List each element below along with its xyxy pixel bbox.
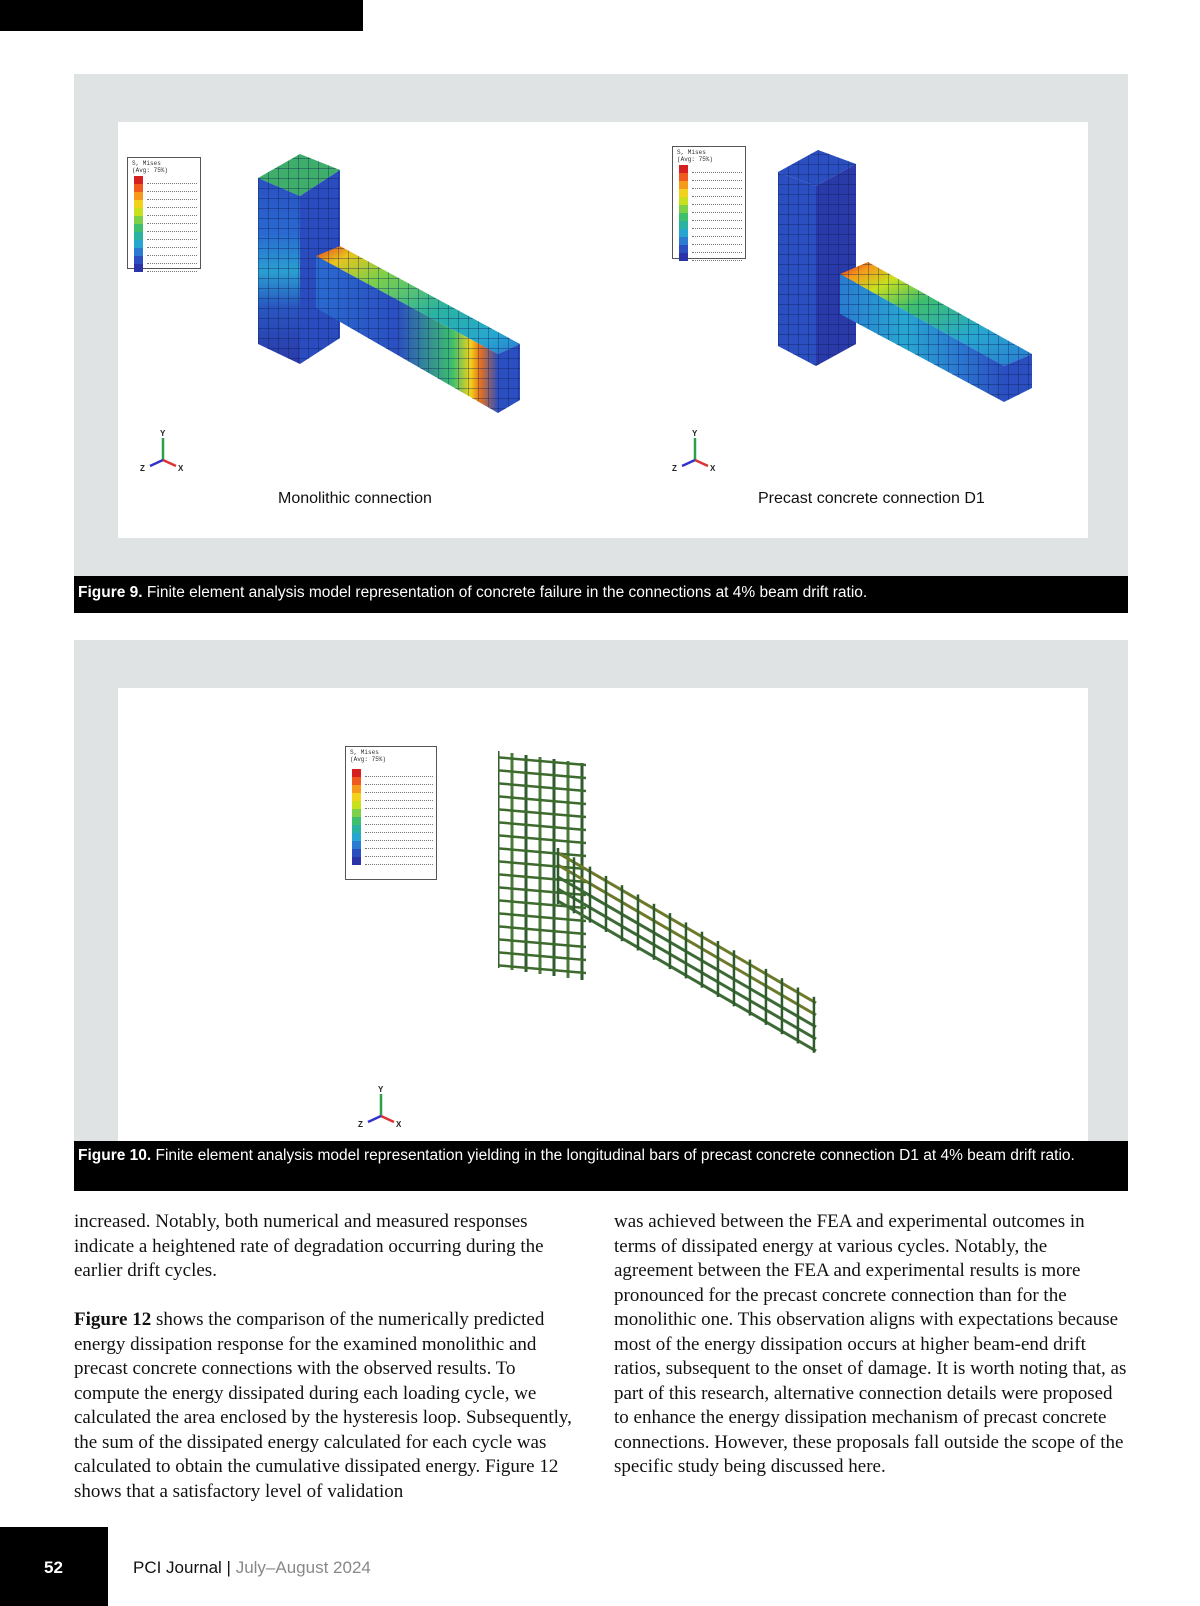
legend-color-swatch (352, 801, 361, 809)
figure-9-caption-text: Finite element analysis model representation of concrete failure in the connections at 4% beam drift ratio. (142, 584, 868, 601)
legend-color-swatch (134, 200, 143, 208)
legend-color-swatch (134, 184, 143, 192)
paragraph: Figure 12 shows the comparison of the numerically predicted energy dissipation response for the examined monolithic and precast concrete connections with the observed results. To compute the energy dissipated during each loading cycle, we calculated the area enclosed by the hysteresis loop. Subsequently, the sum of the dissipated energy calculated for each cycle was calculated to obtain the cumulative dissipated energy. Figure 12 shows that a satisfactory level of validation (74, 1309, 572, 1502)
legend-color-swatch (679, 189, 688, 197)
precast-connection-d1-model (778, 144, 1058, 414)
legend-value-line (692, 229, 742, 237)
legend-value-line (365, 841, 433, 849)
axis-x-label: X (178, 464, 184, 473)
legend-color-swatch (134, 192, 143, 200)
rebar-cage-model (498, 743, 838, 1063)
legend-value-line (147, 264, 197, 272)
legend-value-line (147, 200, 197, 208)
legend-value-line (147, 176, 197, 184)
body-column-right (614, 1210, 1129, 1504)
legend-color-swatch (352, 833, 361, 841)
legend-color-swatch (134, 248, 143, 256)
figure-10-panel (74, 640, 1128, 1141)
footer-separator: | (221, 1558, 236, 1577)
legend-color-swatch (352, 777, 361, 785)
legend-value-line (365, 793, 433, 801)
axis-triad-rebar (354, 1084, 409, 1129)
legend-color-swatch (679, 213, 688, 221)
legend-color-swatch (352, 769, 361, 777)
legend-value-line (692, 181, 742, 189)
legend-color-swatch (352, 817, 361, 825)
stress-legend-rebar (345, 746, 437, 880)
legend-color-swatch (134, 208, 143, 216)
legend-color-swatch (679, 197, 688, 205)
legend-title: S, Mises (Avg: 75%) (677, 149, 714, 163)
legend-color-swatch (134, 216, 143, 224)
legend-value-line (365, 777, 433, 785)
legend-value-line (365, 801, 433, 809)
journal-name: PCI Journal (133, 1558, 222, 1577)
axis-x-label: X (710, 464, 716, 473)
legend-color-swatch (679, 245, 688, 253)
legend-value-line (147, 184, 197, 192)
issue-date: July–August 2024 (235, 1558, 371, 1577)
legend-color-swatch (134, 232, 143, 240)
legend-color-swatch (352, 793, 361, 801)
legend-value-line (365, 825, 433, 833)
figure-9-panel (74, 74, 1128, 576)
legend-value-line (365, 769, 433, 777)
legend-color-swatch (679, 237, 688, 245)
top-black-bar (0, 0, 363, 31)
legend-value-line (365, 857, 433, 865)
legend-color-swatch (679, 181, 688, 189)
figure-9-caption (74, 576, 1128, 613)
legend-color-swatch (352, 825, 361, 833)
legend-value-line (365, 785, 433, 793)
legend-title: S, Mises (Avg: 75%) (132, 160, 169, 174)
legend-color-swatch (352, 857, 361, 865)
figure-12-reference[interactable]: Figure 12 (74, 1309, 152, 1330)
monolithic-connection-label: Monolithic connection (278, 490, 432, 507)
legend-value-line (147, 192, 197, 200)
axis-x-label: X (396, 1120, 402, 1129)
legend-color-swatch (679, 165, 688, 173)
axis-y-label: Y (692, 429, 698, 438)
legend-value-line (692, 221, 742, 229)
legend-value-line (692, 213, 742, 221)
legend-value-line (365, 849, 433, 857)
legend-color-swatch (352, 841, 361, 849)
legend-color-swatch (679, 173, 688, 181)
axis-triad-left (136, 428, 191, 473)
axis-triad-right (668, 428, 723, 473)
figure-10-caption-text: Finite element analysis model representation yielding in the longitudinal bars of precast concrete connection D1 at 4% beam drift ratio. (151, 1147, 1075, 1164)
figure-9-caption-label: Figure 9. (78, 584, 143, 601)
legend-value-line (692, 245, 742, 253)
legend-color-swatch (134, 240, 143, 248)
legend-color-swatch (352, 849, 361, 857)
precast-connection-d1-label: Precast concrete connection D1 (758, 490, 985, 507)
axis-y-label: Y (378, 1085, 384, 1094)
paragraph: increased. Notably, both numerical and measured responses indicate a heightened rate of degradation occurring during the earlier drift cycles. (74, 1211, 544, 1281)
legend-value-line (147, 208, 197, 216)
legend-value-line (365, 809, 433, 817)
legend-value-line (692, 173, 742, 181)
legend-value-line (147, 224, 197, 232)
figure-10-caption-label: Figure 10. (78, 1147, 152, 1164)
stress-legend-right (672, 146, 746, 259)
legend-value-line (692, 197, 742, 205)
legend-value-line (365, 833, 433, 841)
legend-value-line (147, 216, 197, 224)
legend-value-line (147, 248, 197, 256)
legend-color-swatch (352, 809, 361, 817)
legend-value-line (147, 240, 197, 248)
stress-legend-left (127, 157, 201, 269)
paragraph: was achieved between the FEA and experimental outcomes in terms of dissipated energy at various cycles. Notably, the agreement between the FEA and experimental results is more pronounced for the precast concrete connection than for the monolithic one. This observation aligns with expectations because most of the energy dissipation occurs at higher beam-end drift ratios, subsequent to the onset of damage. It is worth noting that, as part of this research, alternative connection details were proposed to enhance the energy dissipation mechanism of precast concrete connections. However, these proposals fall outside the scope of the specific study being discussed here. (614, 1211, 1127, 1477)
legend-color-swatch (134, 176, 143, 184)
body-column-left (74, 1210, 584, 1529)
footer-journal (133, 1558, 371, 1578)
legend-color-swatch (134, 256, 143, 264)
figure-9-image-area (118, 122, 1088, 538)
legend-color-swatch (679, 253, 688, 261)
legend-value-line (147, 232, 197, 240)
legend-color-swatch (134, 264, 143, 272)
legend-value-line (692, 253, 742, 261)
axis-z-label: Z (358, 1120, 363, 1129)
axis-z-label: Z (140, 464, 145, 473)
legend-value-line (692, 165, 742, 173)
legend-value-line (692, 189, 742, 197)
legend-color-swatch (134, 224, 143, 232)
legend-color-swatch (679, 205, 688, 213)
figure-10-caption (74, 1141, 1128, 1191)
legend-value-line (692, 237, 742, 245)
figure-10-image-area (118, 688, 1088, 1152)
axis-y-label: Y (160, 429, 166, 438)
page-number: 52 (44, 1558, 63, 1577)
legend-color-swatch (679, 221, 688, 229)
monolithic-connection-model (248, 148, 538, 428)
legend-color-swatch (679, 229, 688, 237)
legend-value-line (365, 817, 433, 825)
legend-title: S, Mises (Avg: 75%) (350, 749, 387, 763)
legend-value-line (692, 205, 742, 213)
legend-color-swatch (352, 785, 361, 793)
legend-value-line (147, 256, 197, 264)
axis-z-label: Z (672, 464, 677, 473)
